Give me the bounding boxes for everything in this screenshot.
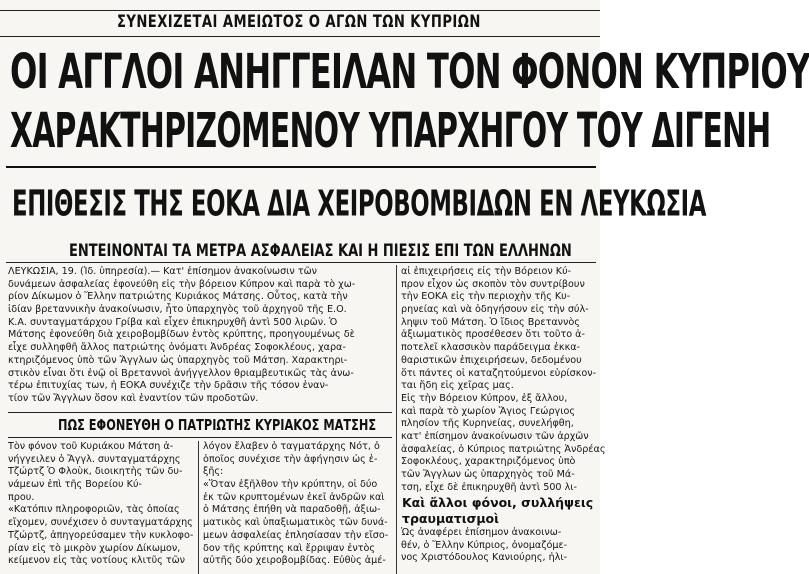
col-a-line: νήγγειλεν ὁ Ἄγγλ. συνταγματάρχης — [8, 453, 181, 465]
right-line: ὅτι πάντες οἱ καταζητούμενοι εὑρίσκον- — [401, 367, 597, 379]
right-line: τῶν Ἄγγλων ὡς ὑπαρχηγὸς τοῦ Μά- — [401, 469, 575, 480]
right-line: πλησίον τῆς Κυρηνείας, συνελήφθη, — [401, 418, 574, 430]
col-a-line: κείμενον εἰς τὰς νοτίους κλιτῦς τῶν — [8, 555, 186, 567]
right-line: ρηνείας καὶ νὰ ὁδηγήσουν εἰς τὴν σύλ- — [401, 304, 589, 316]
right-line: Εἰς τὴν Βόρειον Κύπρον, ἐξ ἄλλου, — [401, 392, 568, 404]
right-line: Ὡς ἀναφέρει ἐπίσημον ἀνακοινω- — [401, 527, 562, 538]
lead-line: ρίον Δίκωμον ὁ Ἕλλην πατριώτης Κυριάκος Μάτσης. Οὗτος, κατὰ τὴν — [8, 291, 348, 303]
lead-line: δυνάμεων ἀσφαλείας ἐφονεύθη εἰς τὴν βόρειον Κύπρον καὶ παρὰ τὸ χω- — [8, 278, 356, 290]
right-line: κατ' ἐπίσημον ἀνακοίνωσιν τῶν ἀρχῶν — [401, 430, 589, 442]
right-line: θαριστικῶν ἐπιχειρήσεων, δεδομένου — [401, 354, 582, 366]
right-line: καὶ παρὰ τὸ χωρίον Ἅγιος Γεώργιος — [401, 405, 575, 417]
right-column-top — [401, 266, 606, 494]
col-b-line: δον τῆς κρύπτης καὶ ἔρριψαν ἐντὸς — [203, 542, 376, 554]
lead-line: ἰδίαν βρεταννικὴν ἀνακοίνωσιν, ἦτο ὑπαρχηγὸς τοῦ ἀρχηγοῦ τῆς Ε.Ο. — [8, 304, 347, 316]
subdeck-rule — [6, 262, 596, 263]
col-a-line: νάμεων ἐπὶ τῆς Βορείου Κύ- — [8, 479, 142, 491]
right-line: Σοφοκλέους, χαρακτηριζόμενος ὑπὸ — [401, 456, 576, 468]
lead-line: εἶχε συλληφθῆ ἄλλος πατριώτης ὀνόματι Ἀνδρέας Σοφοκλέους, χαρα- — [8, 342, 346, 354]
headline-line-2: ΧΑΡΑΚΤΗΡΙΖΟΜΕΝΟΥ ΥΠΑΡΧΗΓΟΥ ΤΟΥ ΔΙΓΕΝΗ — [10, 104, 771, 160]
right-subhead-line-2: τραυματισμοὶ — [402, 511, 499, 526]
lead-paragraph — [8, 266, 392, 406]
column-b — [203, 441, 393, 568]
right-line: τὴν ΕΟΚΑ εἰς τὴν περιοχὴν τῆς Κυ- — [401, 291, 571, 303]
column-divider — [396, 265, 397, 574]
col-b-line: ξῆς: — [203, 466, 224, 478]
section-rule-bottom — [8, 437, 392, 438]
col-b-line: ὁποῖος συνέχισε τὴν ἀφήγησιν ὡς ἑ- — [203, 453, 378, 465]
col-b-line: ματικὸς καὶ ὑπαξιωματικὸς τῶν δυνά- — [203, 517, 388, 529]
right-line: ται ἤδη εἰς χεῖρας μας. — [401, 380, 514, 392]
right-line: ἀσφαλείας, ὁ Κύπριος πατριώτης Ἀνδρέας — [401, 443, 606, 455]
section-rule-top — [8, 412, 392, 413]
column-a — [8, 441, 194, 568]
col-a-line: Τὸν φόνον τοῦ Κυριάκου Μάτση ἀ- — [8, 441, 174, 452]
right-line: τση, εἶχε δὲ ἐπικηρυχθῆ ἀντὶ 500 λι- — [401, 481, 577, 493]
col-b-line: ὁ Μάτσης ἐπήθη νὰ παραδοθῇ, ἀξιω- — [203, 504, 381, 516]
deck: ΕΠΙΘΕΣΙΣ ΤΗΣ ΕΟΚΑ ΔΙΑ ΧΕΙΡΟΒΟΜΒΙΔΩΝ ΕΝ ΛΕΥΚΩΣΙΑ — [12, 183, 707, 225]
headline-line-1: ΟΙ ΑΓΓΛΟΙ ΑΝΗΓΓΕΙΛΑΝ ΤΟΝ ΦΟΝΟΝ ΚΥΠΡΙΟΥ — [10, 45, 809, 101]
col-a-line: πρου. — [8, 491, 35, 503]
right-line: αἱ ἐπιχειρήσεις εἰς τὴν Βόρειον Κύ- — [401, 266, 572, 277]
headline-rule — [6, 166, 596, 168]
col-a-line: «Κατόπιν πληροφοριῶν, τὰς ὁποίας — [8, 504, 180, 516]
right-line: ποτελεῖ κλασσικὸν παράδειγμα ἐκκα- — [401, 342, 581, 354]
col-a-line: Τζώρτζ Ὁ Φλοὺκ, διοικητὴς τῶν δυ- — [8, 466, 183, 478]
kicker: ΣΥΝΕΧΙΖΕΤΑΙ ΑΜΕΙΩΤΟΣ Ο ΑΓΩΝ ΤΩΝ ΚΥΠΡΙΩΝ — [117, 12, 481, 32]
col-b-line: μεων ἀσφαλείας ἐπλησίασαν τὴν εἴσο- — [203, 529, 389, 541]
col-b-line: αὐτῆς δύο χειροβομβίδας. Εὐθὺς ἀμέ- — [203, 555, 386, 567]
right-line: προν εἶχον ὡς σκοπὸν τὸν συντρίβουν — [401, 278, 585, 290]
right-subhead-line-1: Καὶ ἄλλοι φόνοι, συλλήψεις — [402, 495, 594, 510]
lead-line: τέρω ἐπιτυχίας των, ἡ ΕΟΚΑ συνέχιζε τὴν δρᾶσιν τῆς τόσον ἐναν- — [8, 380, 329, 392]
col-a-line: ρίαν εἰς τὸ μικρὸν χωρίον Δίκωμον, — [8, 542, 181, 554]
kicker-rule — [0, 36, 600, 37]
col-b-line: ἐκ τῶν κρυπτομένων ἐκεῖ ἀνδρῶν καὶ — [203, 491, 385, 503]
subdeck: ΕΝΤΕΙΝΟΝΤΑΙ ΤΑ ΜΕΤΡΑ ΑΣΦΑΛΕΙΑΣ ΚΑΙ Η ΠΙΕΣΙΣ ΕΠΙ ΤΩΝ ΕΛΛΗΝΩΝ — [69, 241, 572, 261]
top-rule — [0, 10, 600, 11]
right-column-bottom — [401, 527, 598, 565]
lead-line: κτηριζόμενος ὑπὸ τῶν Ἄγγλων ὡς ὑπαρχηγὸς τοῦ Μάτση. Χαρακτηρι- — [8, 354, 348, 366]
lead-line: στικὸν εἶναι ὅτι ἐνῷ οἱ Βρεταννοὶ ἀνήγγελλον θριαμβευτικῶς τὰς ἀνω- — [8, 367, 354, 379]
col-b-line: λόγον ἔλαβεν ὁ ταγματάρχης Νότ, ὁ — [203, 441, 380, 452]
lead-line: ΛΕΥΚΩΣΙΑ, 19. (Ἰδ. ὑπηρεσία).— Κατ' ἐπίσημον ἀνακοίνωσιν τῶν — [8, 266, 317, 277]
col-a-line: Τζώρτζ, ἀπηγορεύσαμεν τὴν κυκλοφο- — [8, 529, 194, 541]
right-line: ληψιν τοῦ Μάτση. Ὁ ἴδιος Βρεταννὸς — [401, 316, 580, 328]
right-line: θέν, ὁ Ἕλλην Κύπριος, ὀνομαζόμε- — [401, 539, 568, 551]
col-a-line: εἴχομεν, συνέχισεν ὁ συνταγματάρχης — [8, 517, 193, 529]
section-title: ΠΩΣ ΕΦΟΝΕΥΘΗ Ο ΠΑΤΡΙΩΤΗΣ ΚΥΡΙΑΚΟΣ ΜΑΤΣΗΣ — [58, 416, 377, 434]
right-line: ἀξιωματικὸς προσέθεσεν ὅτι τοῦτο ἀ- — [401, 329, 585, 341]
right-line: νος Χριστόδουλος Κανιούρης, ἡλι- — [401, 552, 568, 564]
lead-line: Μάτσης ἐφονεύθη διὰ χειροβομβίδων ἐντὸς κρύπτης, προηγουμένως δὲ — [8, 329, 355, 341]
lead-line: Κ.Α. συνταγματάρχου Γρίβα καὶ εἶχεν ἐπικηρυχθῆ ἀντὶ 500 λιρῶν. Ὁ — [8, 316, 338, 328]
lead-line: τίον τῶν Ἄγγλων ὅσον καὶ ἐναντίον τῶν προδοτῶν. — [8, 392, 259, 404]
col-b-line: «Ὅταν ἐξῆλθον τὴν κρύπτην, οἱ δύο — [203, 479, 378, 491]
inner-column-divider — [198, 441, 199, 574]
